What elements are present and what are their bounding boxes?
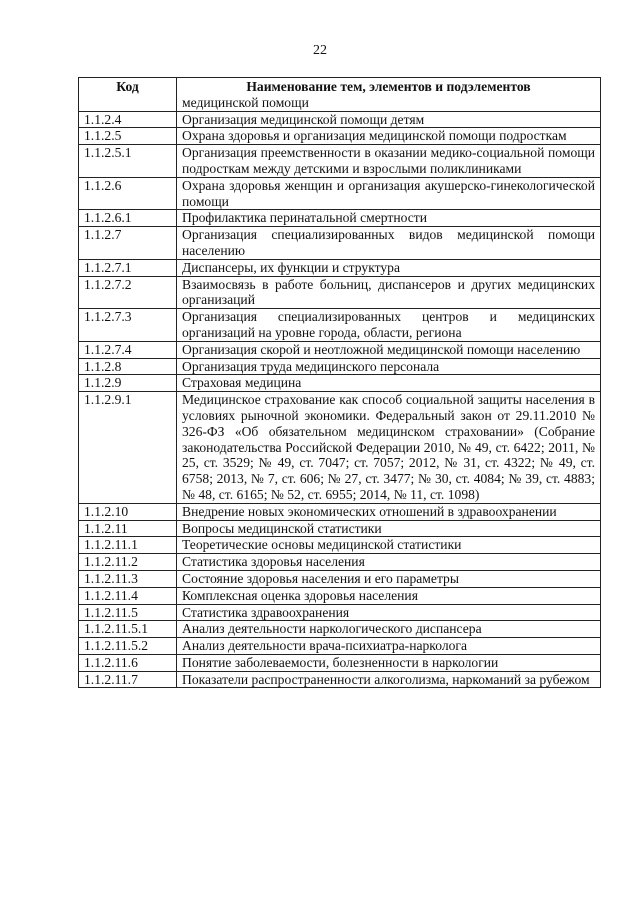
table-row [79,128,601,145]
row-code: 1.1.2.6.1 [79,210,177,227]
row-code: 1.1.2.5 [79,128,177,145]
row-name: Организация скорой и неотложной медицинской помощи населению [177,341,601,358]
row-code: 1.1.2.7.2 [79,276,177,309]
row-name: Профилактика перинатальной смертности [177,210,601,227]
row-code: 1.1.2.11.5.2 [79,638,177,655]
row-code: 1.1.2.9.1 [79,392,177,504]
row-code: 1.1.2.7.3 [79,309,177,342]
row-code: 1.1.2.11.4 [79,587,177,604]
topics-table [78,77,601,688]
table-row [79,554,601,571]
row-code: 1.1.2.11.3 [79,570,177,587]
row-name: Анализ деятельности наркологического диспансера [177,621,601,638]
table-row [79,638,601,655]
table-header-row [79,78,601,95]
row-code: 1.1.2.11.5 [79,604,177,621]
row-code: 1.1.2.11.6 [79,654,177,671]
row-name: Охрана здоровья женщин и организация акушерско-гинекологической помощи [177,177,601,210]
table-row [79,358,601,375]
column-header-code: Код [79,78,177,95]
table-row [79,210,601,227]
row-name: Показатели распространенности алкоголизма, наркоманий за рубежом [177,671,601,688]
row-name: Организация медицинской помощи детям [177,111,601,128]
row-name: Состояние здоровья населения и его параметры [177,570,601,587]
table-row [79,392,601,504]
row-name: Страховая медицина [177,375,601,392]
column-header-name: Наименование тем, элементов и подэлементов [177,78,601,95]
row-code: 1.1.2.11.2 [79,554,177,571]
row-code: 1.1.2.6 [79,177,177,210]
row-name: Теоретические основы медицинской статистики [177,537,601,554]
row-code [79,95,177,111]
row-code: 1.1.2.5.1 [79,145,177,178]
table-row [79,177,601,210]
row-code: 1.1.2.11.7 [79,671,177,688]
table-row [79,227,601,260]
row-code: 1.1.2.11.1 [79,537,177,554]
row-name: Статистика здравоохранения [177,604,601,621]
row-name: Взаимосвязь в работе больниц, диспансеров и других медицинских организаций [177,276,601,309]
row-name: Организация труда медицинского персонала [177,358,601,375]
table-row [79,570,601,587]
table-row [79,537,601,554]
table-row [79,671,601,688]
row-code: 1.1.2.8 [79,358,177,375]
table-row [79,145,601,178]
row-name: медицинской помощи [177,95,601,111]
table-row [79,259,601,276]
table-row [79,341,601,358]
row-code: 1.1.2.11.5.1 [79,621,177,638]
row-code: 1.1.2.9 [79,375,177,392]
row-name: Статистика здоровья населения [177,554,601,571]
row-name: Диспансеры, их функции и структура [177,259,601,276]
row-name: Анализ деятельности врача-психиатра-нарколога [177,638,601,655]
row-name: Организация специализированных видов медицинской помощи населению [177,227,601,260]
row-code: 1.1.2.10 [79,503,177,520]
row-code: 1.1.2.7 [79,227,177,260]
page-number: 22 [313,43,327,58]
row-name: Медицинское страхование как способ социальной защиты населения в условиях рыночной экономики. Федеральный закон от 29.11.2010 № 326-ФЗ «Об обязательном медицинском страховании» (Собрание законодательства Российской Федерации 2010, № 49, ст. 6422; 2011, № 25, ст. 3529; № 49, ст. 7047; ст. 7057; 2012, № 31, ст. 4322; № 49, ст. 6758; 2013, № 7, ст. 606; № 27, ст. 3477; № 30, ст. 4084; № 39, ст. 4883; № 48, ст. 6165; № 52, ст. 6955; 2014, № 11, ст. 1098) [177,392,601,504]
row-name: Вопросы медицинской статистики [177,520,601,537]
row-name: Организация преемственности в оказании медико-социальной помощи подросткам между детскими и взрослыми поликлиниками [177,145,601,178]
row-code: 1.1.2.4 [79,111,177,128]
table-row [79,587,601,604]
row-name: Внедрение новых экономических отношений в здравоохранении [177,503,601,520]
row-code: 1.1.2.7.1 [79,259,177,276]
table-row [79,276,601,309]
table-row [79,309,601,342]
table-row [79,604,601,621]
table-row [79,111,601,128]
row-name: Понятие заболеваемости, болезненности в наркологии [177,654,601,671]
row-name: Комплексная оценка здоровья населения [177,587,601,604]
row-code: 1.1.2.11 [79,520,177,537]
row-name: Охрана здоровья и организация медицинской помощи подросткам [177,128,601,145]
table-row [79,654,601,671]
table-row [79,375,601,392]
table-row [79,621,601,638]
row-code: 1.1.2.7.4 [79,341,177,358]
table-row [79,95,601,111]
table-row [79,503,601,520]
table-row [79,520,601,537]
row-name: Организация специализированных центров и медицинских организаций на уровне города, области, региона [177,309,601,342]
